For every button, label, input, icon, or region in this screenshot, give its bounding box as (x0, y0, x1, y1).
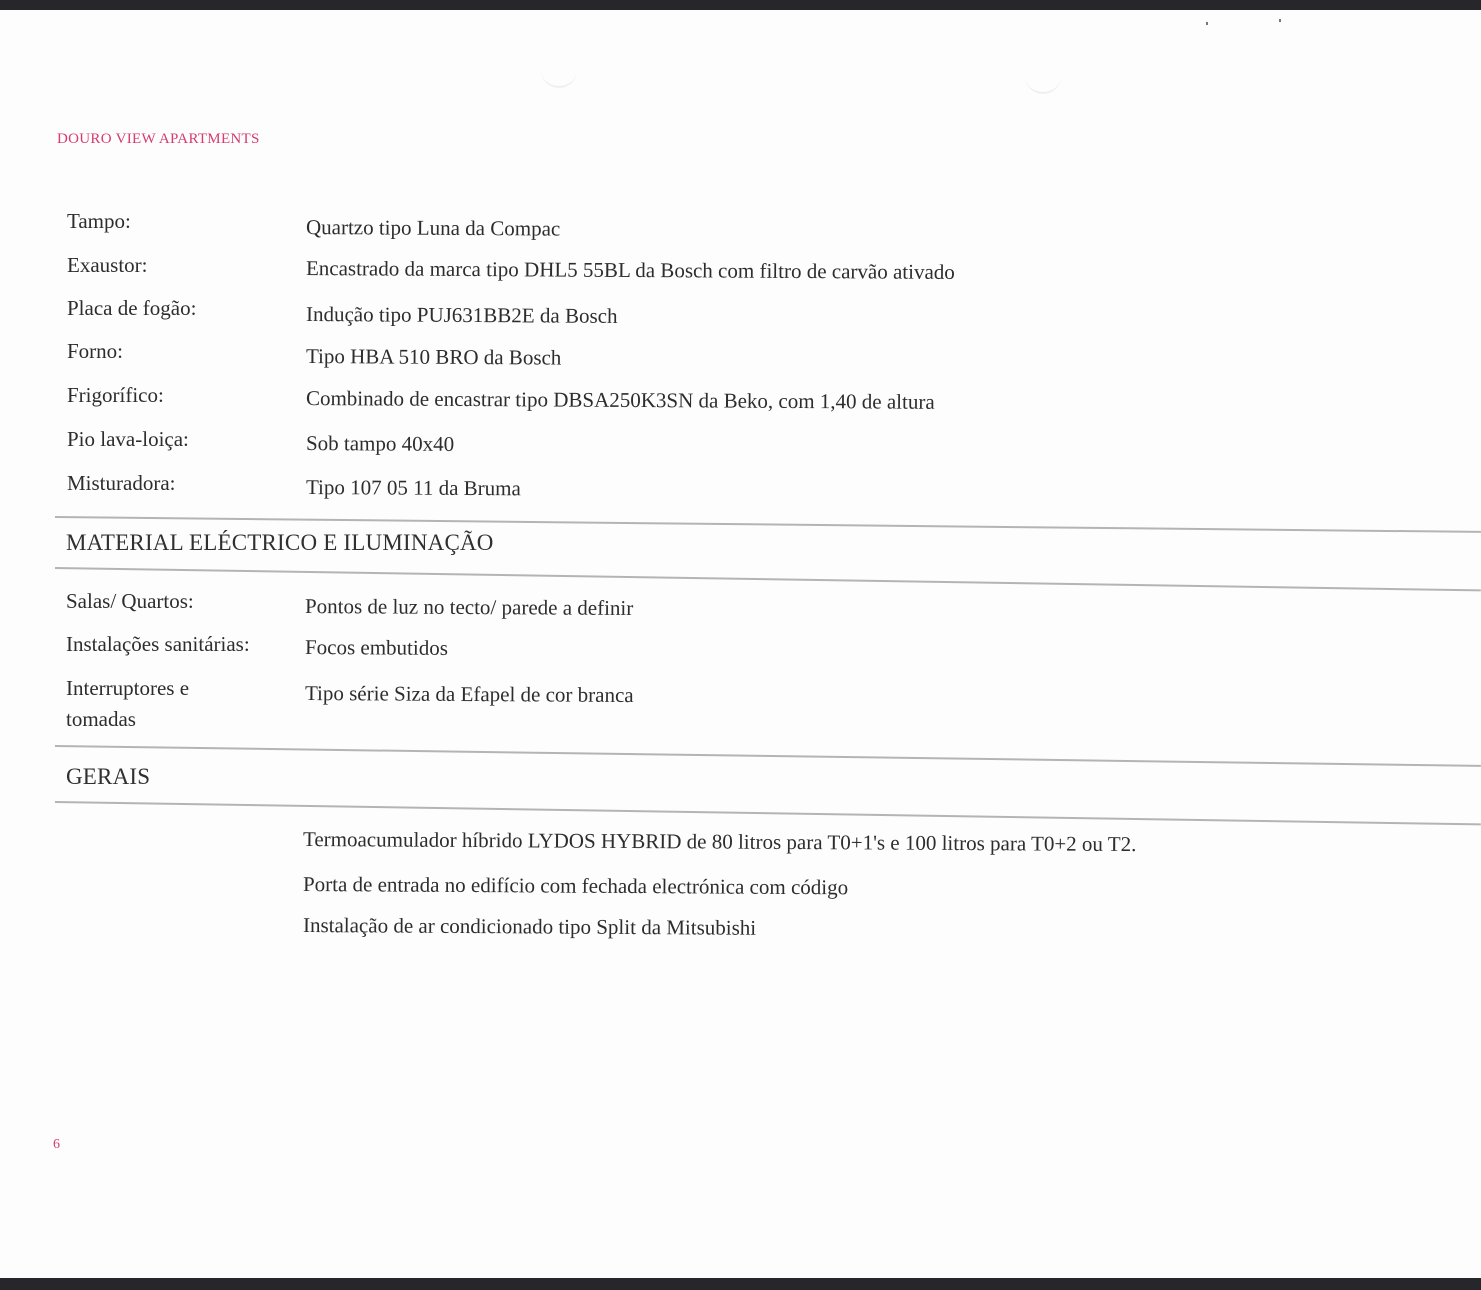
spec-value-pio: Sob tampo 40x40 (305, 431, 455, 456)
spec-value-interruptores: Tipo série Siza da Efapel de cor branca (304, 681, 634, 708)
top-frame-bar (0, 0, 1481, 10)
spec-label-pio: Pio lava-loiça: (67, 427, 189, 451)
section-title-general: GERAIS (66, 764, 151, 789)
spec-label-frigorifico: Frigorífico: (67, 383, 164, 407)
spec-label-placa: Placa de fogão: (67, 296, 197, 320)
section-title-electrical: MATERIAL ELÉCTRICO E ILUMINAÇÃO (66, 530, 494, 555)
general-item-air-conditioning: Instalação de ar condicionado tipo Split da Mitsubishi (302, 913, 757, 940)
general-item-water-heater: Termoacumulador híbrido LYDOS HYBRID de 80 litros para T0+1's e 100 litros para T0+2 ou T2. (302, 827, 1137, 857)
spec-label-interruptores-cont: tomadas (66, 707, 136, 731)
spec-value-placa: Indução tipo PUJ631BB2E da Bosch (305, 302, 618, 328)
spec-value-exaustor: Encastrado da marca tipo DHL5 55BL da Bosch com filtro de carvão ativado (305, 256, 955, 284)
bottom-frame-bar (0, 1278, 1481, 1290)
spec-label-misturadora: Misturadora: (67, 471, 176, 495)
spec-label-salas: Salas/ Quartos: (66, 589, 194, 613)
spec-label-forno: Forno: (67, 339, 124, 363)
scan-speck (1206, 22, 1208, 25)
spec-value-sanitarias: Focos embutidos (304, 635, 448, 660)
scan-speck (1279, 19, 1281, 22)
document-header-title: DOURO VIEW APARTMENTS (57, 131, 260, 147)
general-item-entrance-door: Porta de entrada no edifício com fechada electrónica com código (302, 872, 849, 900)
spec-label-exaustor: Exaustor: (67, 253, 148, 277)
spec-value-misturadora: Tipo 107 05 11 da Bruma (305, 475, 521, 501)
spec-value-frigorifico: Combinado de encastrar tipo DBSA250K3SN da Beko, com 1,40 de altura (305, 386, 935, 414)
spec-value-salas: Pontos de luz no tecto/ parede a definir (304, 594, 634, 621)
spec-value-forno: Tipo HBA 510 BRO da Bosch (305, 344, 562, 370)
spec-value-tampo: Quartzo tipo Luna da Compac (305, 215, 561, 241)
page-number: 6 (53, 1137, 60, 1152)
spec-label-interruptores: Interruptores e (66, 676, 190, 700)
spec-label-sanitarias: Instalações sanitárias: (66, 632, 250, 656)
spec-label-tampo: Tampo: (67, 209, 131, 233)
